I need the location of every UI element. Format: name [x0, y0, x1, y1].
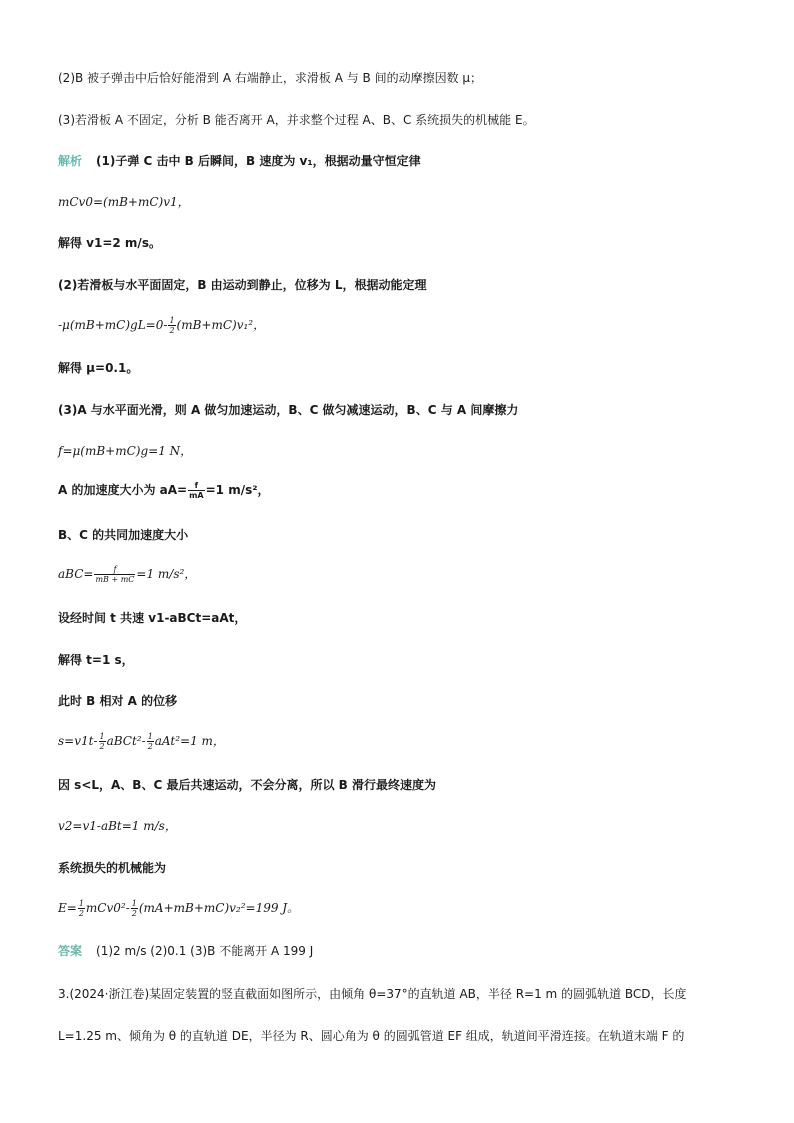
analysis-line-7: 系统损失的机械能为 [58, 861, 167, 875]
equation-momentum: mCv0=(mB+mC)v1， [58, 195, 190, 209]
question-part-2: (2)B 被子弹击中后恰好能滑到 A 右端静止，求滑板 A 与 B 间的动摩擦因数 μ； [58, 71, 483, 85]
analysis-line-6: 因 s<L，A、B、C 最后共速运动，不会分离，所以 B 滑行最终速度为 [58, 778, 436, 792]
fraction-half: $\frac{1}{2}$ [131, 899, 137, 918]
equation-displacement: s=v1t- $\frac{1}{2}$ aBCt²- $\frac{1}{2}$ aAt²=1 m， [58, 732, 225, 751]
analysis-tag: 解析 [58, 154, 83, 168]
fraction-f-ma: $\frac{f}{mA}$ [189, 481, 204, 500]
result-t: 解得 t=1 s， [58, 653, 134, 667]
result-mu: 解得 μ=0.1。 [58, 361, 139, 375]
equation-energy-loss: E= $\frac{1}{2}$ mCv0²- $\frac{1}{2}$ (mA+mB+mC)v₂²=199 J。 [58, 899, 300, 918]
analysis-line-1: 解析 (1)子弹 C 击中 B 后瞬间，B 速度为 v₁，根据动量守恒定律 [58, 154, 421, 168]
fraction-half: $\frac{1}{2}$ [99, 732, 105, 751]
next-question-line-1: 3.(2024·浙江卷)某固定装置的竖直截面如图所示，由倾角 θ=37°的直轨道 AB，半径 R=1 m 的圆弧轨道 BCD，长度 [58, 987, 687, 1001]
analysis-line-2: (2)若滑板与水平面固定，B 由运动到静止，位移为 L，根据动能定理 [58, 278, 427, 292]
equation-final-speed: v2=v1-aBt=1 m/s， [58, 819, 177, 833]
result-v1: 解得 v1=2 m/s。 [58, 236, 161, 250]
fraction-half: $\frac{1}{2}$ [169, 316, 175, 335]
equation-acc-a: A 的加速度大小为 aA= $\frac{f}{mA}$ =1 m/s²， [58, 481, 270, 500]
equation-energy: -μ(mB+mC)gL=0- $\frac{1}{2}$ (mB+mC)v₁²， [58, 316, 266, 335]
answer-line: 答案 (1)2 m/s (2)0.1 (3)B 不能离开 A 199 J [58, 944, 314, 958]
fraction-f-mbc: $\frac{f}{mB + mC}$ [95, 565, 135, 584]
equation-friction: f=μ(mB+mC)g=1 N， [58, 444, 193, 458]
next-question-line-2: L=1.25 m、倾角为 θ 的直轨道 DE，半径为 R、圆心角为 θ 的圆弧管道 EF 组成，轨道间平滑连接。在轨道末端 F 的 [58, 1029, 685, 1043]
equation-acc-bc: aBC= $\frac{f}{mB + mC}$ =1 m/s²， [58, 565, 197, 584]
question-part-3: (3)若滑板 A 不固定，分析 B 能否离开 A，并求整个过程 A、B、C 系统损失的机械能 E。 [58, 113, 535, 127]
analysis-line-5: 此时 B 相对 A 的位移 [58, 694, 178, 708]
answer-tag: 答案 [58, 944, 83, 958]
analysis-line-3: (3)A 与水平面光滑，则 A 做匀加速运动，B、C 做匀减速运动，B、C 与 A 间摩擦力 [58, 403, 519, 417]
equation-common-speed: 设经时间 t 共速 v1-aBCt=aAt， [58, 611, 247, 625]
fraction-half: $\frac{1}{2}$ [147, 732, 153, 751]
analysis-line-4: B、C 的共同加速度大小 [58, 528, 189, 542]
fraction-half: $\frac{1}{2}$ [78, 899, 84, 918]
